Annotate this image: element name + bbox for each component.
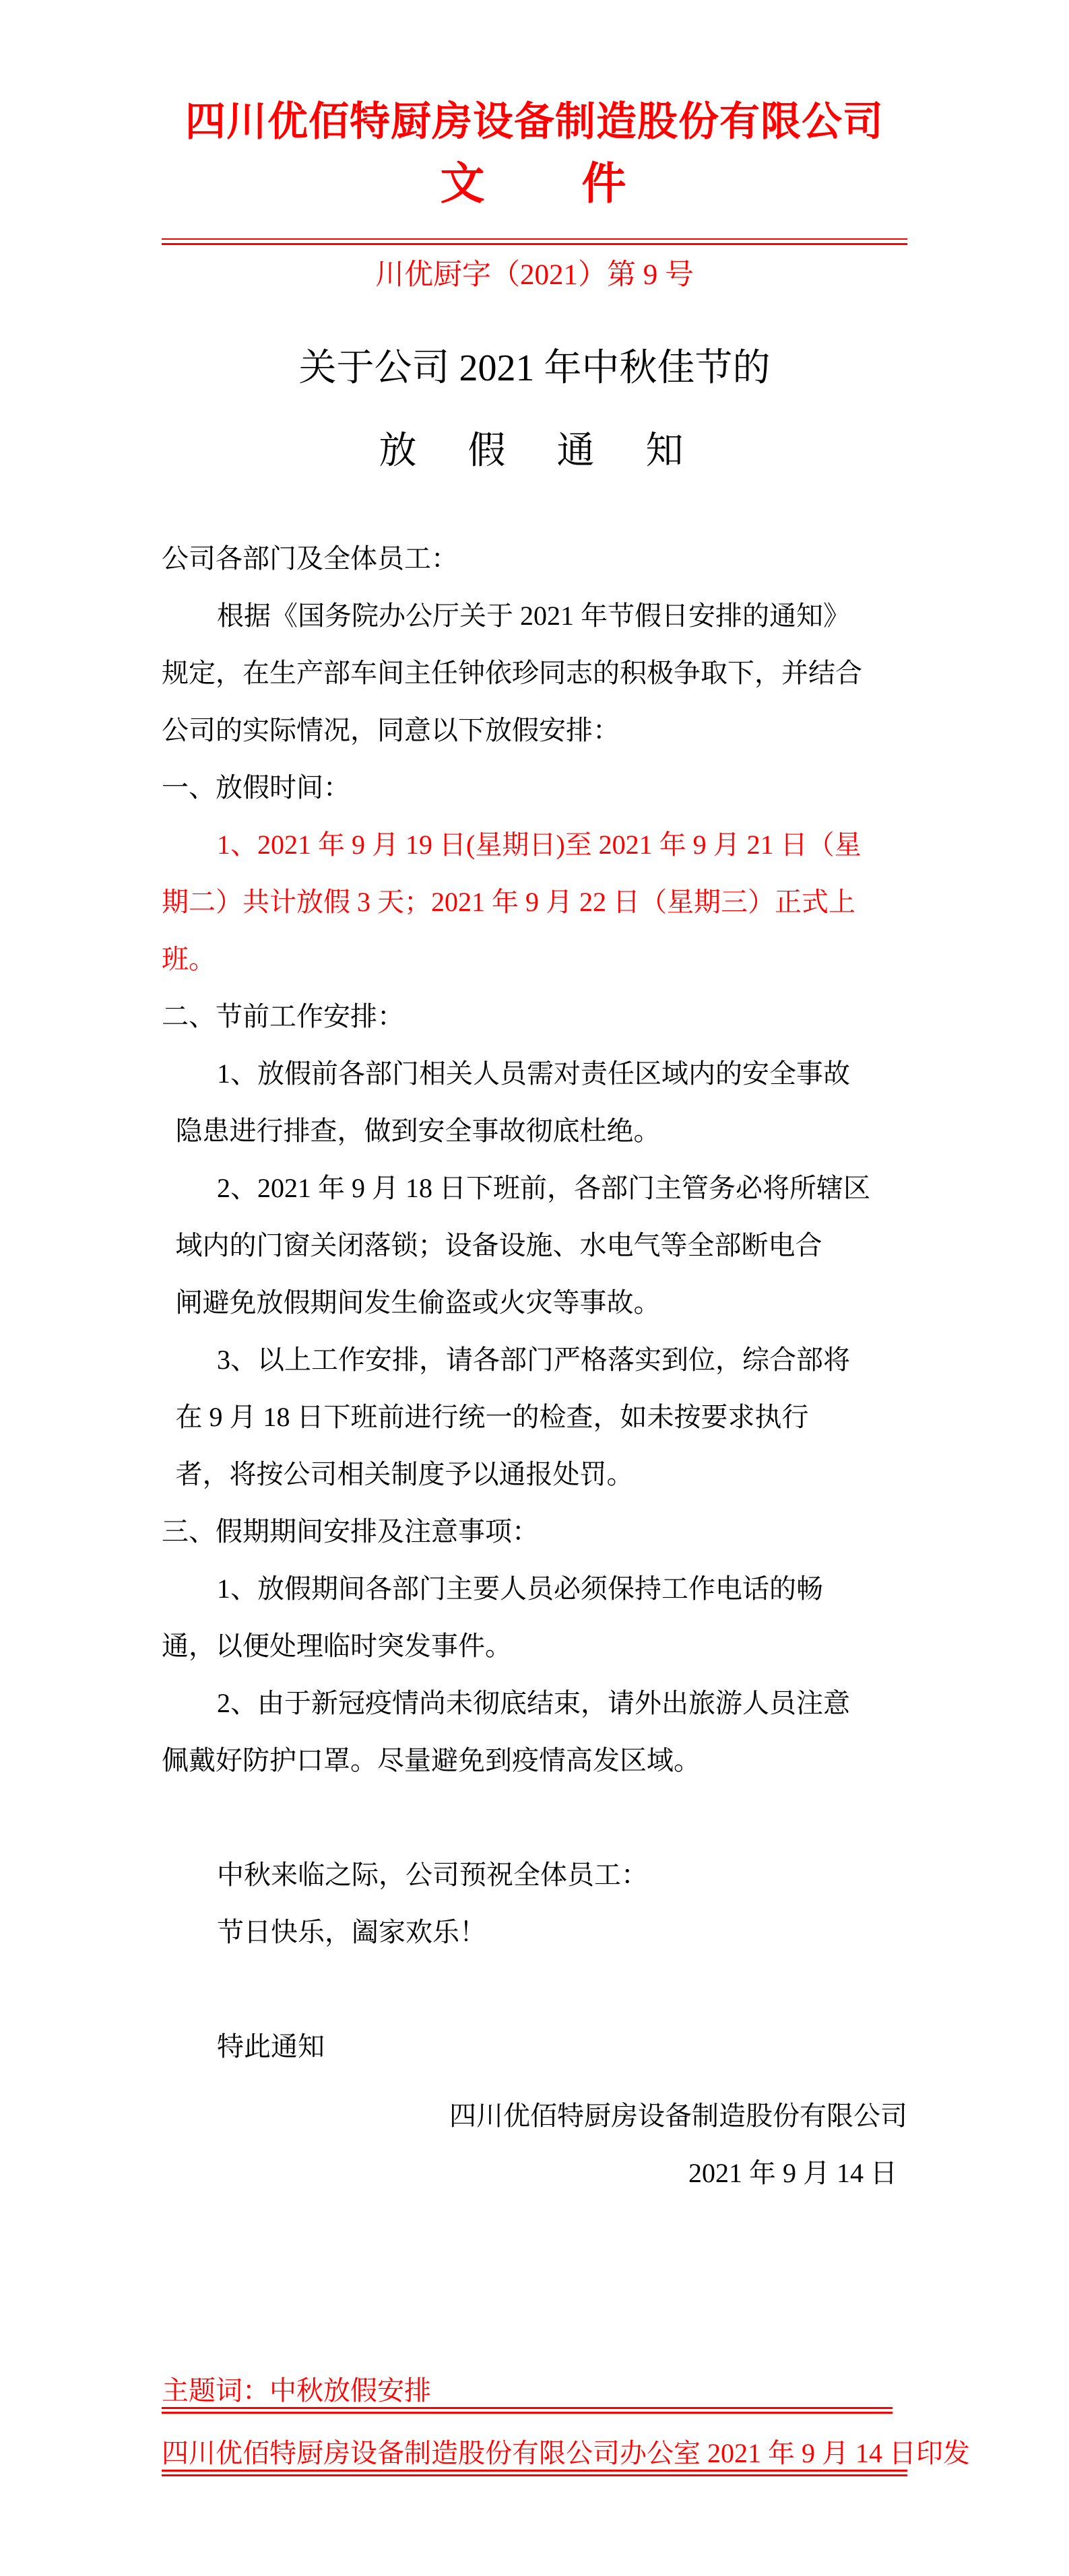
body-line: 2、2021 年 9 月 18 日下班前，各部门主管务必将所辖区 <box>217 1173 870 1203</box>
notice-title-line1: 关于公司 2021 年中秋佳节的 <box>298 347 771 389</box>
blank-line <box>162 1789 907 1846</box>
body-line: 中秋来临之际，公司预祝全体员工： <box>217 1860 648 1890</box>
footer-issue-rule <box>162 2470 907 2476</box>
letterhead-double-rule <box>162 238 907 245</box>
signature-block <box>162 2087 907 2202</box>
notice-title <box>162 327 907 493</box>
letterhead-document-word: 文 件 <box>440 160 629 209</box>
signature-date: 2021 年 9 月 14 日 <box>688 2158 897 2188</box>
footer-keywords-text: 主题词：中秋放假安排 <box>162 2375 431 2406</box>
footer-keywords-rule <box>162 2407 893 2414</box>
body-line: 通，以便处理临时突发事件。 <box>162 1631 512 1661</box>
body-line: 根据《国务院办公厅关于 2021 年节假日安排的通知》 <box>217 601 850 631</box>
body-line: 公司各部门及全体员工： <box>162 543 458 574</box>
body-line: 1、放假前各部门相关人员需对责任区域内的安全事故 <box>217 1058 850 1089</box>
body-line: 1、2021 年 9 月 19 日(星期日)至 2021 年 9 月 21 日（星 <box>217 829 862 860</box>
body-line: 域内的门窗关闭落锁；设备设施、水电气等全部断电合 <box>175 1230 822 1260</box>
body-line: 一、放假时间： <box>162 772 350 803</box>
body-line: 节日快乐，阖家欢乐！ <box>217 1917 486 1947</box>
footer-issue-row <box>162 2437 970 2476</box>
body-line: 2、由于新冠疫情尚未彻底结束，请外出旅游人员注意 <box>217 1688 850 1718</box>
letterhead-company-name: 四川优佰特厨房设备制造股份有限公司 <box>185 100 884 144</box>
body-line: 二、节前工作安排： <box>162 1001 404 1031</box>
body-line: 期二）共计放假 3 天；2021 年 9 月 22 日（星期三）正式上 <box>162 887 855 917</box>
footer-issue-text: 四川优佰特厨房设备制造股份有限公司办公室 2021 年 9 月 14 日印发 <box>162 2438 970 2468</box>
body-line: 特此通知 <box>217 2031 325 2062</box>
body-line: 三、假期期间安排及注意事项： <box>162 1516 539 1547</box>
footer-keywords-row <box>162 2375 907 2414</box>
body-line: 在 9 月 18 日下班前进行统一的检查，如未按要求执行 <box>175 1402 809 1432</box>
body-line: 闸避免放假期间发生偷盗或火灾等事故。 <box>175 1287 661 1318</box>
notice-title-line2: 放 假 通 知 <box>379 430 690 472</box>
document-content <box>162 0 970 2476</box>
body-line: 规定，在生产部车间主任钟依珍同志的积极争取下，并结合 <box>162 658 862 688</box>
body-line: 班。 <box>162 944 216 974</box>
body-line: 公司的实际情况，同意以下放假安排： <box>162 715 620 745</box>
blank-line <box>162 1961 907 2018</box>
body-line: 者，将按公司相关制度予以通报处罚。 <box>175 1459 634 1489</box>
body-lines <box>162 530 907 2075</box>
body-line: 隐患进行排查，做到安全事故彻底杜绝。 <box>175 1116 661 1146</box>
document-number: 川优厨字（2021）第 9 号 <box>375 259 694 291</box>
body-line: 1、放假期间各部门主要人员必须保持工作电话的畅 <box>217 1573 823 1604</box>
signature-company: 四川优佰特厨房设备制造股份有限公司 <box>449 2101 907 2131</box>
body-line: 3、以上工作安排，请各部门严格落实到位，综合部将 <box>217 1345 850 1375</box>
body-line: 佩戴好防护口罩。尽量避免到疫情高发区域。 <box>162 1745 701 1775</box>
